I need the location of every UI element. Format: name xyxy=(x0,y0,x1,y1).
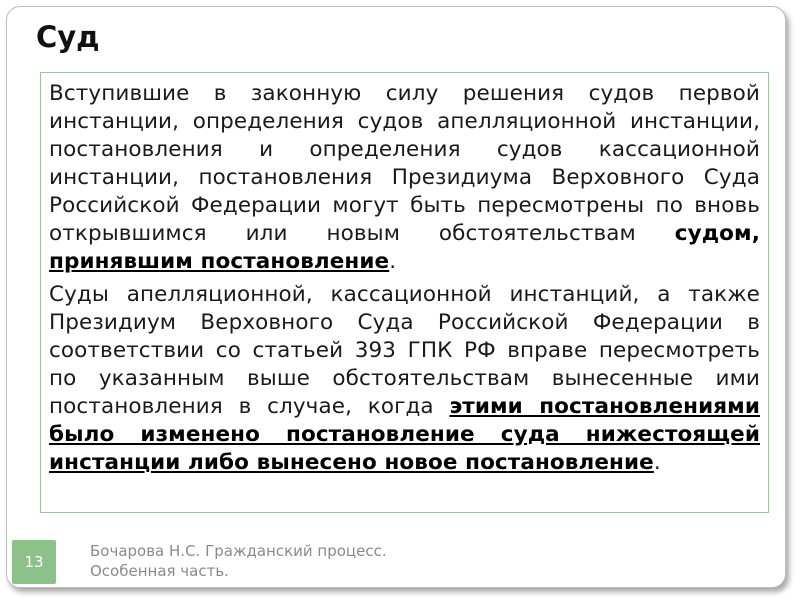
paragraph-2 xyxy=(49,281,760,477)
footer-line-2: Особенная часть. xyxy=(90,562,229,580)
paragraph-2-bold-underlined: этими постановлениями было изменено постановление суда нижестоящей инстанции либо вынесено новое постановление xyxy=(49,394,760,475)
paragraph-1 xyxy=(49,80,760,276)
slide-title: Суд xyxy=(36,20,100,54)
paragraph-2-text: Суды апелляционной, кассационной инстанций, а также Президиум Верховного Суда Российской Федерации в соответствии со статьей 393 ГПК РФ вправе пересмотреть по указанным выше обстоятельствам вынесенные ими постановления в случае, когда xyxy=(49,282,760,419)
footer-citation xyxy=(90,541,387,581)
content-box xyxy=(40,72,769,513)
paragraph-1-text: Вступившие в законную силу решения судов первой инстанции, определения судов апелляционной инстанции, постановления и определения судов кассационной инстанции, постановления Президиума Верховного Суда Российской Федерации могут быть пересмотрены по вновь открывшимся или новым обстоятельствам xyxy=(49,81,760,246)
footer-line-1: Бочарова Н.С. Гражданский процесс. xyxy=(90,542,387,560)
paragraph-1-end: . xyxy=(389,249,397,274)
paragraph-2-end: . xyxy=(653,450,661,475)
paragraph-1-bold-underlined: принявшим постановление xyxy=(49,249,390,274)
paragraph-1-bold: судом, xyxy=(674,221,760,246)
slide-number-badge xyxy=(12,540,56,584)
slide-number: 13 xyxy=(24,553,44,571)
